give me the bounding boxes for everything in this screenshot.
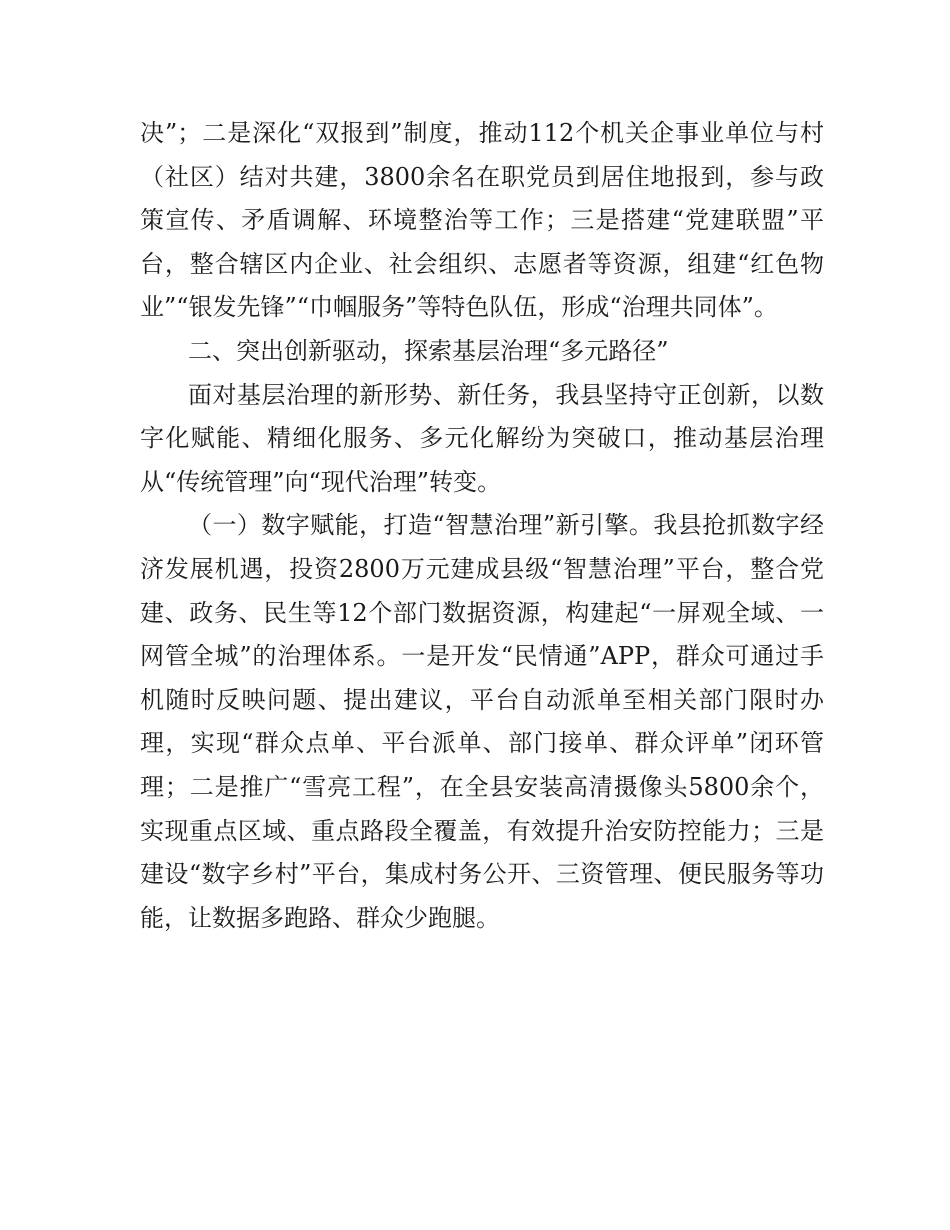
paragraph-intro: 面对基层治理的新形势、新任务，我县坚持守正创新，以数字化赋能、精细化服务、多元化解纷为突破口，推动基层治理从“传统管理”向“现代治理”转变。 <box>140 380 824 496</box>
section-heading: 二、突出创新驱动，探索基层治理“多元路径” <box>188 336 669 365</box>
document-body <box>140 112 824 940</box>
paragraph-digital-empowerment: （一）数字赋能，打造“智慧治理”新引擎。我县抢抓数字经济发展机遇，投资2800万元建成县级“智慧治理”平台，整合党建、政务、民生等12个部门数据资源，构建起“一屏观全域、一网管全城”的治理体系。一是开发“民情通”APP，群众可通过手机随时反映问题、提出建议，平台自动派单至相关部门限时办理，实现“群众点单、平台派单、部门接单、群众评单”闭环管理；二是推广“雪亮工程”，在全县安装高清摄像头5800余个，实现重点区域、重点路段全覆盖，有效提升治安防控能力；三是建设“数字乡村”平台，集成村务公开、三资管理、便民服务等功能，让数据多跑路、群众少跑腿。 <box>140 511 824 932</box>
paragraph-continuation: 决”；二是深化“双报到”制度，推动112个机关企事业单位与村（社区）结对共建，3800余名在职党员到居住地报到，参与政策宣传、矛盾调解、环境整治等工作；三是搭建“党建联盟”平台，整合辖区内企业、社会组织、志愿者等资源，组建“红色物业”“银发先锋”“巾帼服务”等特色队伍，形成“治理共同体”。 <box>140 119 824 322</box>
